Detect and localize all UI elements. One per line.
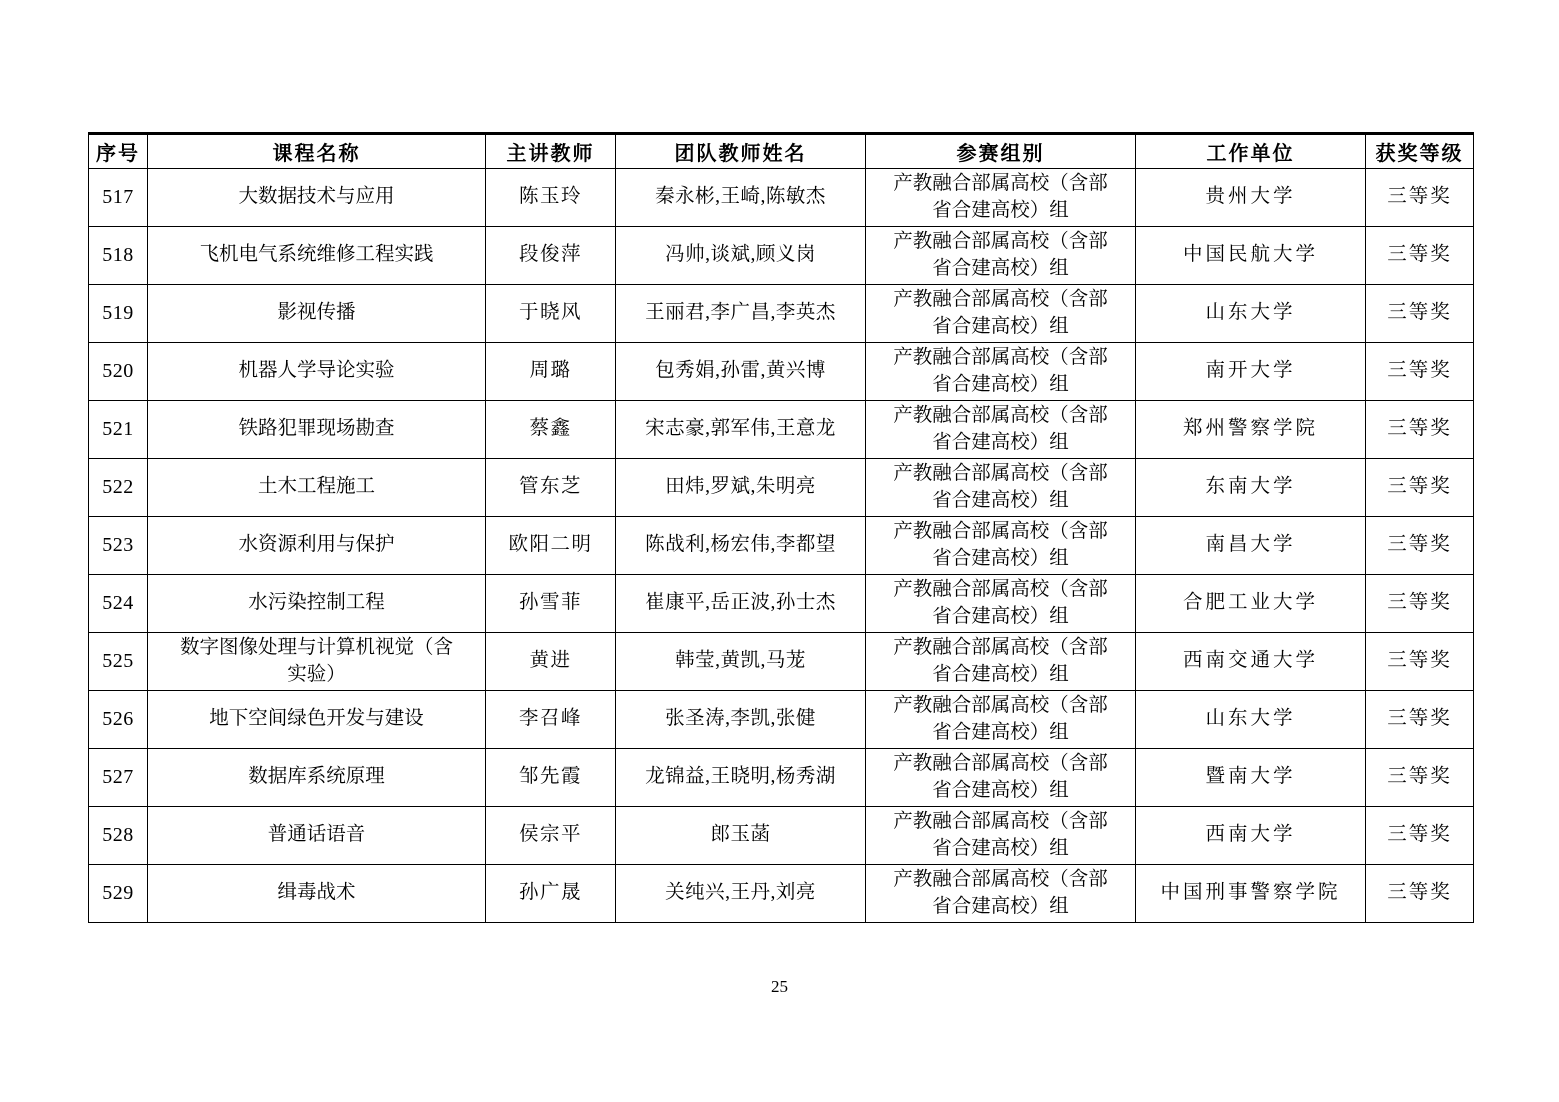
cell-course-name: 数字图像处理与计算机视觉（含实验）	[148, 633, 486, 691]
table-row	[89, 517, 1474, 575]
table-row	[89, 459, 1474, 517]
cell-serial: 525	[89, 633, 148, 691]
cell-award-level: 三等奖	[1366, 691, 1474, 749]
table-row	[89, 227, 1474, 285]
cell-serial: 526	[89, 691, 148, 749]
cell-competition-group: 产教融合部属高校（含部省合建高校）组	[866, 691, 1136, 749]
cell-award-level: 三等奖	[1366, 575, 1474, 633]
cell-serial: 527	[89, 749, 148, 807]
cell-serial: 524	[89, 575, 148, 633]
cell-team-teachers: 韩莹,黄凯,马茏	[616, 633, 866, 691]
cell-competition-group: 产教融合部属高校（含部省合建高校）组	[866, 517, 1136, 575]
table-row	[89, 169, 1474, 227]
cell-course-name: 机器人学导论实验	[148, 343, 486, 401]
cell-course-name: 缉毒战术	[148, 865, 486, 923]
page-number: 25	[771, 977, 788, 996]
cell-lead-teacher: 段俊萍	[486, 227, 616, 285]
cell-lead-teacher: 孙广晟	[486, 865, 616, 923]
cell-award-level: 三等奖	[1366, 517, 1474, 575]
cell-award-level: 三等奖	[1366, 749, 1474, 807]
cell-lead-teacher: 周璐	[486, 343, 616, 401]
header-lead-teacher: 主讲教师	[486, 134, 616, 169]
cell-lead-teacher: 黄进	[486, 633, 616, 691]
cell-course-name: 数据库系统原理	[148, 749, 486, 807]
cell-lead-teacher: 蔡鑫	[486, 401, 616, 459]
cell-lead-teacher: 侯宗平	[486, 807, 616, 865]
cell-team-teachers: 郎玉菡	[616, 807, 866, 865]
cell-award-level: 三等奖	[1366, 459, 1474, 517]
cell-award-level: 三等奖	[1366, 343, 1474, 401]
table-row	[89, 401, 1474, 459]
cell-work-unit: 西南交通大学	[1136, 633, 1366, 691]
cell-team-teachers: 宋志豪,郭军伟,王意龙	[616, 401, 866, 459]
header-team-teachers: 团队教师姓名	[616, 134, 866, 169]
cell-serial: 522	[89, 459, 148, 517]
cell-team-teachers: 冯帅,谈斌,顾义岗	[616, 227, 866, 285]
cell-team-teachers: 关纯兴,王丹,刘亮	[616, 865, 866, 923]
header-serial: 序号	[89, 134, 148, 169]
cell-work-unit: 山东大学	[1136, 691, 1366, 749]
table-row	[89, 865, 1474, 923]
cell-serial: 523	[89, 517, 148, 575]
header-work-unit: 工作单位	[1136, 134, 1366, 169]
cell-competition-group: 产教融合部属高校（含部省合建高校）组	[866, 227, 1136, 285]
cell-work-unit: 南开大学	[1136, 343, 1366, 401]
award-table	[88, 132, 1474, 923]
cell-course-name: 地下空间绿色开发与建设	[148, 691, 486, 749]
cell-serial: 528	[89, 807, 148, 865]
cell-course-name: 影视传播	[148, 285, 486, 343]
table-row	[89, 575, 1474, 633]
cell-course-name: 水污染控制工程	[148, 575, 486, 633]
cell-lead-teacher: 邹先霞	[486, 749, 616, 807]
table-row	[89, 633, 1474, 691]
cell-competition-group: 产教融合部属高校（含部省合建高校）组	[866, 807, 1136, 865]
table-header-row	[89, 134, 1474, 169]
cell-work-unit: 中国民航大学	[1136, 227, 1366, 285]
cell-lead-teacher: 于晓风	[486, 285, 616, 343]
cell-competition-group: 产教融合部属高校（含部省合建高校）组	[866, 633, 1136, 691]
cell-work-unit: 西南大学	[1136, 807, 1366, 865]
cell-serial: 518	[89, 227, 148, 285]
cell-course-name: 铁路犯罪现场勘查	[148, 401, 486, 459]
cell-competition-group: 产教融合部属高校（含部省合建高校）组	[866, 343, 1136, 401]
cell-work-unit: 中国刑事警察学院	[1136, 865, 1366, 923]
cell-award-level: 三等奖	[1366, 401, 1474, 459]
cell-competition-group: 产教融合部属高校（含部省合建高校）组	[866, 575, 1136, 633]
cell-lead-teacher: 欧阳二明	[486, 517, 616, 575]
cell-serial: 521	[89, 401, 148, 459]
cell-work-unit: 暨南大学	[1136, 749, 1366, 807]
cell-work-unit: 东南大学	[1136, 459, 1366, 517]
header-competition-group: 参赛组别	[866, 134, 1136, 169]
cell-competition-group: 产教融合部属高校（含部省合建高校）组	[866, 865, 1136, 923]
table-row	[89, 285, 1474, 343]
cell-competition-group: 产教融合部属高校（含部省合建高校）组	[866, 169, 1136, 227]
table-row	[89, 749, 1474, 807]
cell-lead-teacher: 孙雪菲	[486, 575, 616, 633]
cell-course-name: 土木工程施工	[148, 459, 486, 517]
cell-award-level: 三等奖	[1366, 633, 1474, 691]
cell-course-name: 水资源利用与保护	[148, 517, 486, 575]
cell-award-level: 三等奖	[1366, 285, 1474, 343]
cell-course-name: 大数据技术与应用	[148, 169, 486, 227]
cell-work-unit: 郑州警察学院	[1136, 401, 1366, 459]
cell-award-level: 三等奖	[1366, 227, 1474, 285]
table-row	[89, 691, 1474, 749]
cell-award-level: 三等奖	[1366, 807, 1474, 865]
cell-work-unit: 山东大学	[1136, 285, 1366, 343]
cell-team-teachers: 龙锦益,王晓明,杨秀湖	[616, 749, 866, 807]
cell-course-name: 飞机电气系统维修工程实践	[148, 227, 486, 285]
cell-work-unit: 合肥工业大学	[1136, 575, 1366, 633]
cell-serial: 529	[89, 865, 148, 923]
cell-competition-group: 产教融合部属高校（含部省合建高校）组	[866, 285, 1136, 343]
cell-award-level: 三等奖	[1366, 865, 1474, 923]
cell-lead-teacher: 管东芝	[486, 459, 616, 517]
header-course-name: 课程名称	[148, 134, 486, 169]
table-row	[89, 343, 1474, 401]
cell-course-name: 普通话语音	[148, 807, 486, 865]
cell-competition-group: 产教融合部属高校（含部省合建高校）组	[866, 459, 1136, 517]
cell-competition-group: 产教融合部属高校（含部省合建高校）组	[866, 401, 1136, 459]
cell-serial: 517	[89, 169, 148, 227]
cell-team-teachers: 王丽君,李广昌,李英杰	[616, 285, 866, 343]
cell-team-teachers: 秦永彬,王崎,陈敏杰	[616, 169, 866, 227]
cell-work-unit: 贵州大学	[1136, 169, 1366, 227]
cell-serial: 520	[89, 343, 148, 401]
cell-serial: 519	[89, 285, 148, 343]
cell-competition-group: 产教融合部属高校（含部省合建高校）组	[866, 749, 1136, 807]
cell-team-teachers: 陈战利,杨宏伟,李都望	[616, 517, 866, 575]
cell-lead-teacher: 李召峰	[486, 691, 616, 749]
cell-team-teachers: 张圣涛,李凯,张健	[616, 691, 866, 749]
cell-lead-teacher: 陈玉玲	[486, 169, 616, 227]
cell-team-teachers: 崔康平,岳正波,孙士杰	[616, 575, 866, 633]
cell-team-teachers: 包秀娟,孙雷,黄兴博	[616, 343, 866, 401]
cell-work-unit: 南昌大学	[1136, 517, 1366, 575]
table-row	[89, 807, 1474, 865]
cell-award-level: 三等奖	[1366, 169, 1474, 227]
cell-team-teachers: 田炜,罗斌,朱明亮	[616, 459, 866, 517]
header-award-level: 获奖等级	[1366, 134, 1474, 169]
